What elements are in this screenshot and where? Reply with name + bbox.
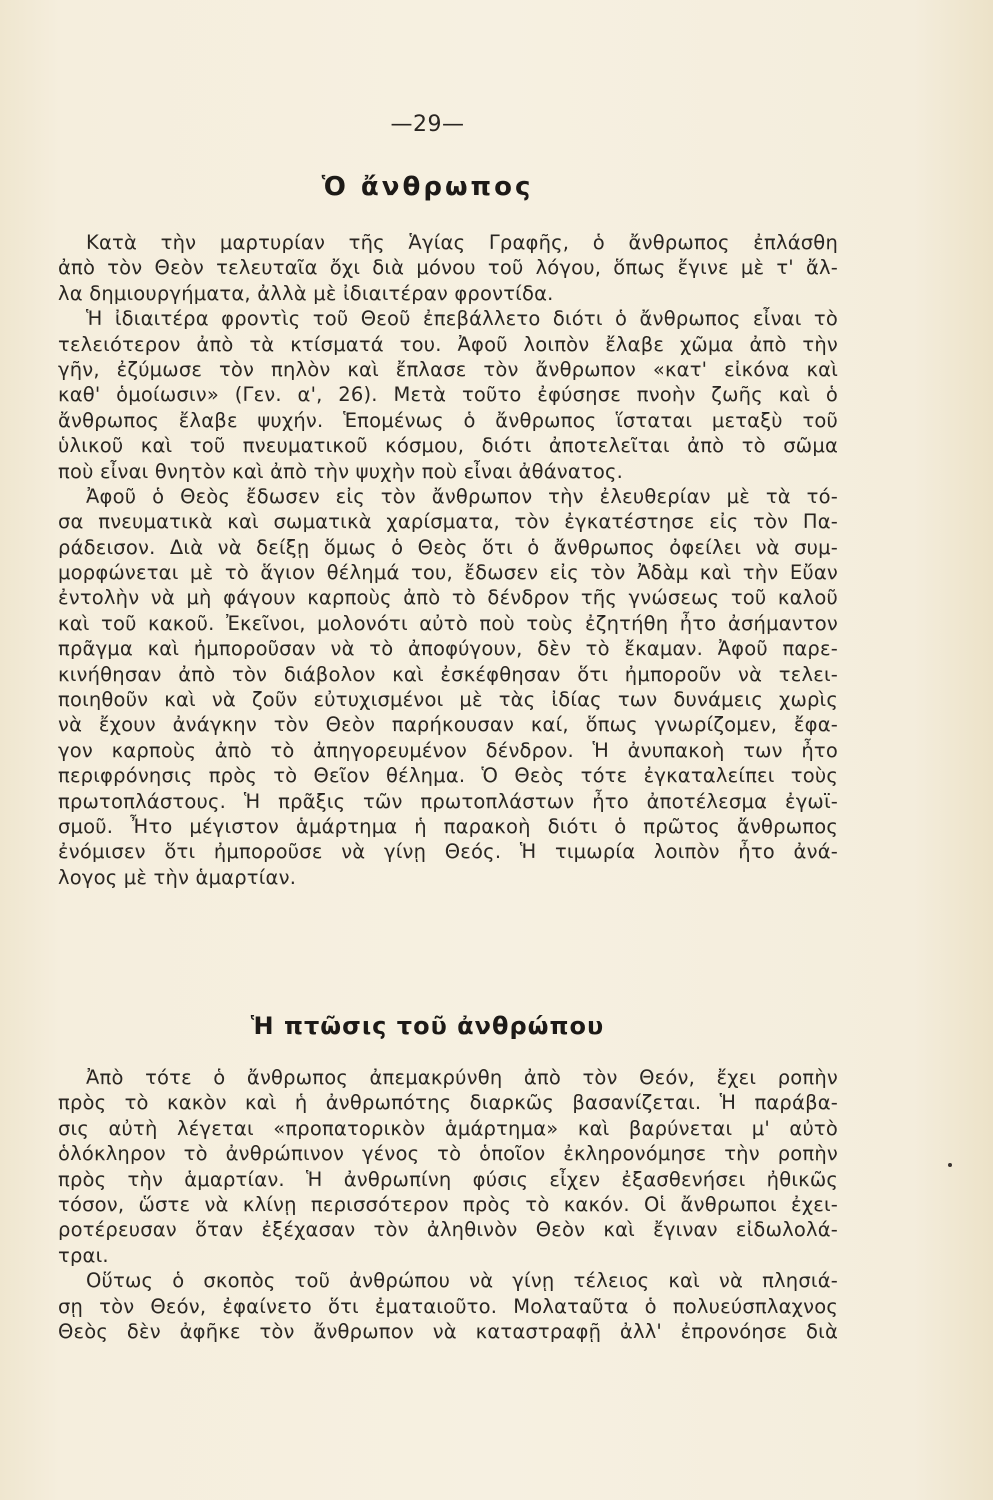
- text-line: ποιηθοῦν καὶ νὰ ζοῦν εὐτυχισμένοι μὲ τὰς ἰδίας των δυνάμεις χωρὶς: [58, 688, 838, 712]
- text-line: νὰ ἔχουν ἀνάγκην τὸν Θεὸν παρήκουσαν καί, ὅπως γνωρίζομεν, ἔφα-: [58, 713, 838, 737]
- text-line: καθ' ὁμοίωσιν» (Γεν. α', 26). Μετὰ τοῦτο ἐφύσησε πνοὴν ζωῆς καὶ ὁ: [58, 383, 838, 407]
- text-line: ὑλικοῦ καὶ τοῦ πνευματικοῦ κόσμου, διότι ἀποτελεῖται ἀπὸ τὸ σῶμα: [58, 434, 838, 458]
- text-line: σις αὐτὴ λέγεται «προπατορικὸν ἁμάρτημα» καὶ βαρύνεται μ' αὐτὸ: [58, 1116, 838, 1140]
- section-body-man: [58, 230, 838, 890]
- text-line: γον καρποὺς ἀπὸ τὸ ἀπηγορευμένον δένδρον. Ἡ ἀνυπακοὴ των ἦτο: [58, 738, 838, 762]
- text-line: πρωτοπλάστους. Ἡ πρᾶξις τῶν πρωτοπλάστων ἦτο ἀποτέλεσμα ἐγωϊ-: [58, 789, 838, 813]
- text-line: Οὕτως ὁ σκοπὸς τοῦ ἀνθρώπου νὰ γίνῃ τέλειος καὶ νὰ πλησιά-: [86, 1269, 838, 1293]
- text-line: ἐντολὴν νὰ μὴ φάγουν καρποὺς ἀπὸ τὸ δένδρον τῆς γνώσεως τοῦ καλοῦ: [58, 586, 838, 610]
- text-line: Θεὸς δὲν ἀφῆκε τὸν ἄνθρωπον νὰ καταστραφῇ ἀλλ' ἐπρονόησε διὰ: [58, 1319, 838, 1343]
- section-title-fall-of-man: Ἡ πτῶσις τοῦ ἀνθρώπου: [250, 1012, 605, 1040]
- text-line: Ἀπὸ τότε ὁ ἄνθρωπος ἀπεμακρύνθη ἀπὸ τὸν Θεόν, ἔχει ροπὴν: [86, 1066, 838, 1089]
- text-line: σα πνευματικὰ καὶ σωματικὰ χαρίσματα, τὸν ἐγκατέστησε εἰς τὸν Πα-: [58, 510, 838, 534]
- text-line: σῃ τὸν Θεόν, ἐφαίνετο ὅτι ἐματαιοῦτο. Μολαταῦτα ὁ πολυεύσπλαχνος: [58, 1294, 838, 1318]
- section-title-man: Ὁ ἄνθρωπος: [321, 172, 534, 202]
- text-line: ἀπὸ τὸν Θεὸν τελευταῖα ὄχι διὰ μόνου τοῦ λόγου, ὅπως ἔγινε μὲ τ' ἄλ-: [58, 256, 838, 280]
- section-body-fall-of-man: [58, 1065, 838, 1344]
- text-line: λογος μὲ τὴν ἁμαρτίαν.: [58, 865, 297, 889]
- page-number: —29—: [390, 112, 465, 137]
- text-line: ἐνόμισεν ὅτι ἠμποροῦσε νὰ γίνῃ Θεός. Ἡ τιμωρία λοιπὸν ἦτο ἀνά-: [58, 840, 838, 864]
- text-line: τελειότερον ἀπὸ τὰ κτίσματά του. Ἀφοῦ λοιπὸν ἔλαβε χῶμα ἀπὸ τὴν: [58, 332, 838, 356]
- text-line: ἄνθρωπος ἔλαβε ψυχήν. Ἑπομένως ὁ ἄνθρωπος ἵσταται μεταξὺ τοῦ: [58, 408, 838, 432]
- text-line: ροτέρευσαν ὅταν ἐξέχασαν τὸν ἀληθινὸν Θεὸν καὶ ἔγιναν εἰδωλολά-: [58, 1218, 838, 1242]
- text-line: Ἀφοῦ ὁ Θεὸς ἔδωσεν εἰς τὸν ἄνθρωπον τὴν ἐλευθερίαν μὲ τὰ τό-: [86, 484, 838, 508]
- text-line: πρὸς τὸ κακὸν καὶ ἡ ἀνθρωπότης διαρκῶς βασανίζεται. Ἡ παράβα-: [58, 1091, 838, 1115]
- text-line: κινήθησαν ἀπὸ τὸν διάβολον καὶ ἐσκέφθησαν ὅτι ἠμποροῦν νὰ τελει-: [58, 662, 838, 686]
- text-line: τραι.: [58, 1243, 109, 1267]
- text-line: καὶ τοῦ κακοῦ. Ἐκεῖνοι, μολονότι αὐτὸ ποὺ τοὺς ἐζητήθη ἦτο ἀσήμαντον: [58, 611, 838, 635]
- text-line: τόσον, ὥστε νὰ κλίνῃ περισσότερον πρὸς τὸ κακόν. Οἱ ἄνθρωποι ἐχει-: [58, 1192, 838, 1216]
- text-line: σμοῦ. Ἦτο μέγιστον ἁμάρτημα ἡ παρακοὴ διότι ὁ πρῶτος ἄνθρωπος: [58, 814, 838, 838]
- text-line: ράδεισον. Διὰ νὰ δείξῃ ὅμως ὁ Θεὸς ὅτι ὁ ἄνθρωπος ὀφείλει νὰ συμ-: [58, 535, 838, 559]
- text-line: περιφρόνησις πρὸς τὸ Θεῖον θέλημα. Ὁ Θεὸς τότε ἐγκαταλείπει τοὺς: [58, 764, 838, 788]
- text-line: Κατὰ τὴν μαρτυρίαν τῆς Ἁγίας Γραφῆς, ὁ ἄνθρωπος ἐπλάσθη: [86, 231, 838, 254]
- text-line: πρὸς τὴν ἁμαρτίαν. Ἡ ἀνθρωπίνη φύσις εἶχεν ἐξασθενήσει ἠθικῶς: [58, 1167, 838, 1191]
- text-line: ποὺ εἶναι θνητὸν καὶ ἀπὸ τὴν ψυχὴν ποὺ εἶναι ἀθάνατος.: [58, 459, 624, 483]
- text-line: Ἡ ἰδιαιτέρα φροντὶς τοῦ Θεοῦ ἐπεβάλλετο διότι ὁ ἄνθρωπος εἶναι τὸ: [86, 307, 838, 331]
- text-line: γῆν, ἐζύμωσε τὸν πηλὸν καὶ ἔπλασε τὸν ἄνθρωπον «κατ' εἰκόνα καὶ: [58, 357, 838, 381]
- text-line: ὁλόκληρον τὸ ἀνθρώπινον γένος τὸ ὁποῖον ἐκληρονόμησε τὴν ροπὴν: [58, 1142, 838, 1166]
- ink-speck: [948, 1163, 952, 1167]
- text-line: λα δημιουργήματα, ἀλλὰ μὲ ἰδιαιτέραν φροντίδα.: [58, 281, 554, 305]
- text-line: μορφώνεται μὲ τὸ ἅγιον θέλημά του, ἔδωσεν εἰς τὸν Ἀδὰμ καὶ τὴν Εὔαν: [58, 561, 838, 585]
- text-line: πρᾶγμα καὶ ἠμποροῦσαν νὰ τὸ ἀποφύγουν, δὲν τὸ ἔκαμαν. Ἀφοῦ παρε-: [58, 637, 838, 661]
